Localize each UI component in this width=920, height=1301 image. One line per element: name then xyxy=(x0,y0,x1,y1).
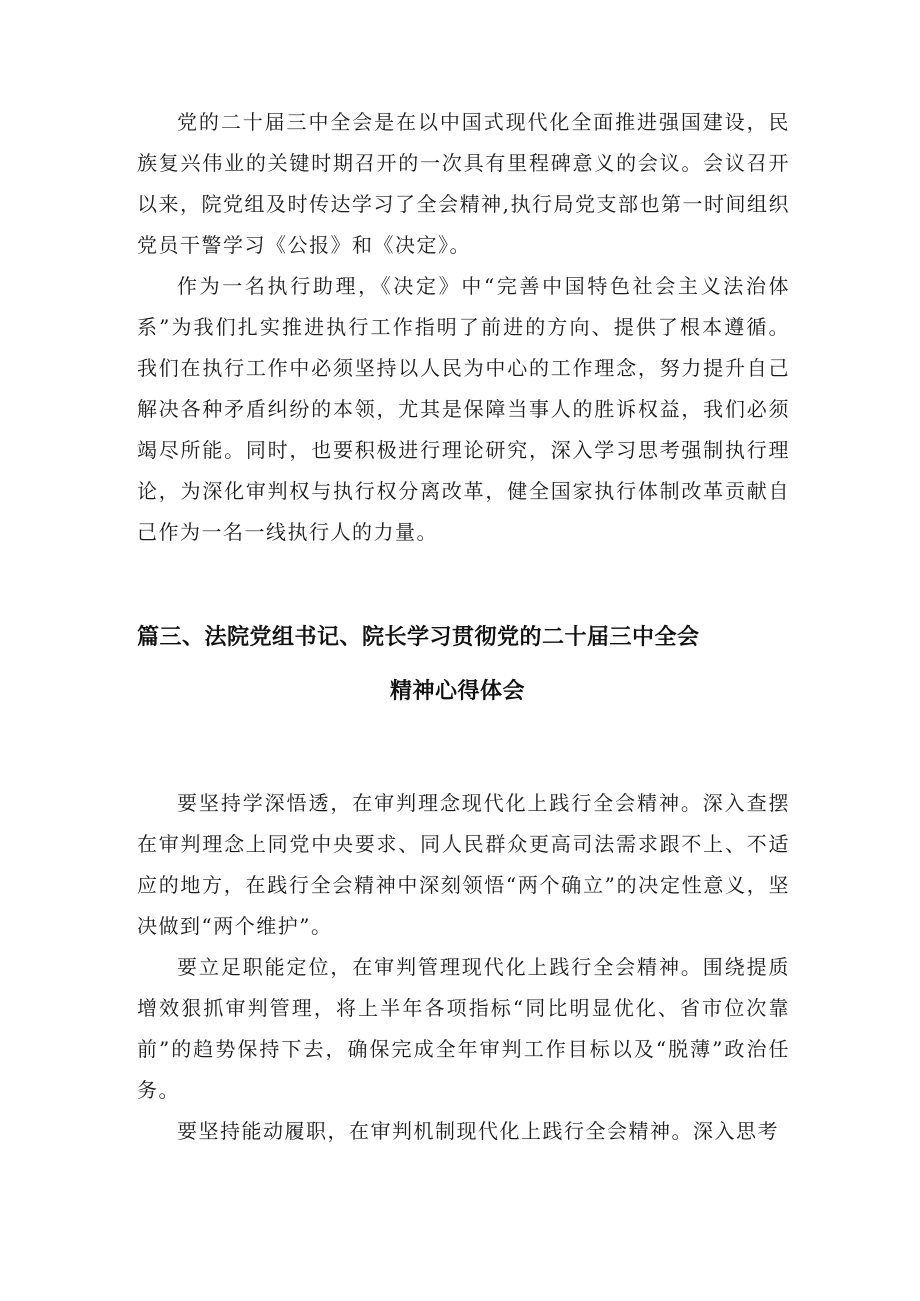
body-paragraph-3: 要坚持学深悟透，在审判理念现代化上践行全会精神。深入查摆在审判理念上同党中央要求、同人民群众更高司法需求跟不上、不适应的地方，在践行全会精神中深刻领悟“两个确立”的决定性意义，坚决做到“两个维护”。 xyxy=(137,791,790,938)
spacer xyxy=(137,553,790,611)
section-title-line-2: 精神心得体会 xyxy=(389,679,525,704)
body-paragraph-5: 要坚持能动履职，在审判机制现代化上践行全会精神。深入思考 xyxy=(177,1119,779,1143)
body-paragraph-2: 作为一名执行助理，《决定》中“完善中国特色社会主义法治体系”为我们扎实推进执行工作指明了前进的方向、提供了根本遵循。我们在执行工作中必须坚持以人民为中心的工作理念，努力提升自己解决各种矛盾纠纷的本领，尤其是保障当事人的胜诉权益，我们必须竭尽所能。同时，也要积极进行理论研究，深入学习思考强制执行理论，为深化审判权与执行权分离改革，健全国家执行体制改革贡献自己作为一名一线执行人的力量。 xyxy=(137,274,790,544)
section-title-line-1: 篇三、法院党组书记、院长学习贯彻党的二十届三中全会 xyxy=(137,625,700,650)
body-paragraph-4: 要立足职能定位，在审判管理现代化上践行全会精神。围绕提质增效狠抓审判管理，将上半年各项指标“同比明显优化、省市位次靠前”的趋势保持下去，确保完成全年审判工作目标以及“脱薄”政治任务。 xyxy=(137,955,790,1102)
body-paragraph-1: 党的二十届三中全会是在以中国式现代化全面推进强国建设，民族复兴伟业的关键时期召开的一次具有里程碑意义的会议。会议召开以来，院党组及时传达学习了全会精神,执行局党支部也第一时间组织党员干警学习《公报》和《决定》。 xyxy=(137,110,790,257)
spacer xyxy=(137,719,790,783)
